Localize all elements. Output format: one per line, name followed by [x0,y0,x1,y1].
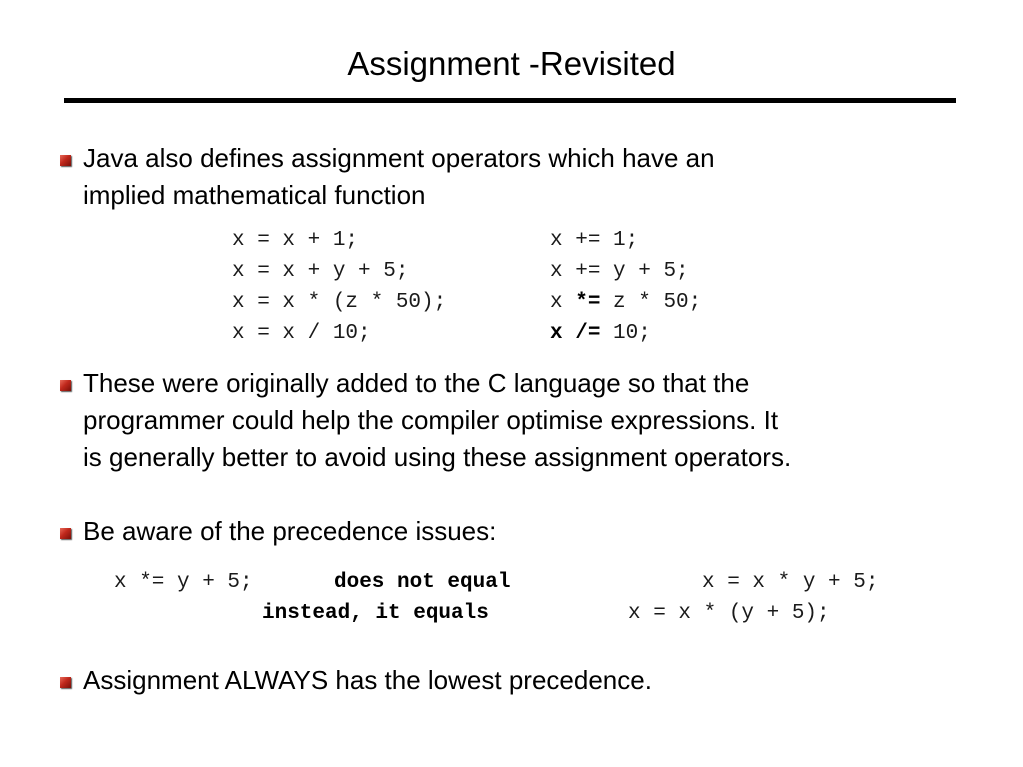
code-short-form-3: x *= z * 50; [550,291,702,314]
square-bullet-icon [60,677,71,688]
wrong-expansion: x = x * y + 5; [702,571,879,594]
bullet-text-1-line-2: implied mathematical function [83,180,426,210]
precedence-expr: x *= y + 5; [114,571,253,594]
bullet-text-2-line-1: These were originally added to the C language so that the [83,368,750,398]
bullet-text-3-line-1: Be aware of the precedence issues: [83,516,497,546]
square-bullet-icon [60,380,71,391]
code-long-form-3: x = x * (z * 50); [232,291,447,314]
bullet-text-2-line-3: is generally better to avoid using these assignment operators. [83,442,792,472]
slide-title: Assignment -Revisited [347,45,676,82]
code-long-form-4: x = x / 10; [232,322,371,345]
square-bullet-icon [60,155,71,166]
title-underline [64,98,956,103]
bullet-text-2-line-2: programmer could help the compiler optimise expressions. It [83,405,779,435]
not-equal-label: does not equal [334,571,511,594]
code-long-form-2: x = x + y + 5; [232,260,409,283]
bullet-text-1-line-1: Java also defines assignment operators which have an [83,143,715,173]
code-short-form-2: x += y + 5; [550,260,689,283]
equals-label: instead, it equals [262,602,489,625]
square-bullet-icon [60,528,71,539]
code-short-form-1: x += 1; [550,229,639,252]
right-expansion: x = x * (y + 5); [628,602,830,625]
code-long-form-1: x = x + 1; [232,229,359,252]
code-short-form-4: x /= 10; [550,322,651,345]
bullet-text-4-line-1: Assignment ALWAYS has the lowest precedence. [83,665,652,695]
